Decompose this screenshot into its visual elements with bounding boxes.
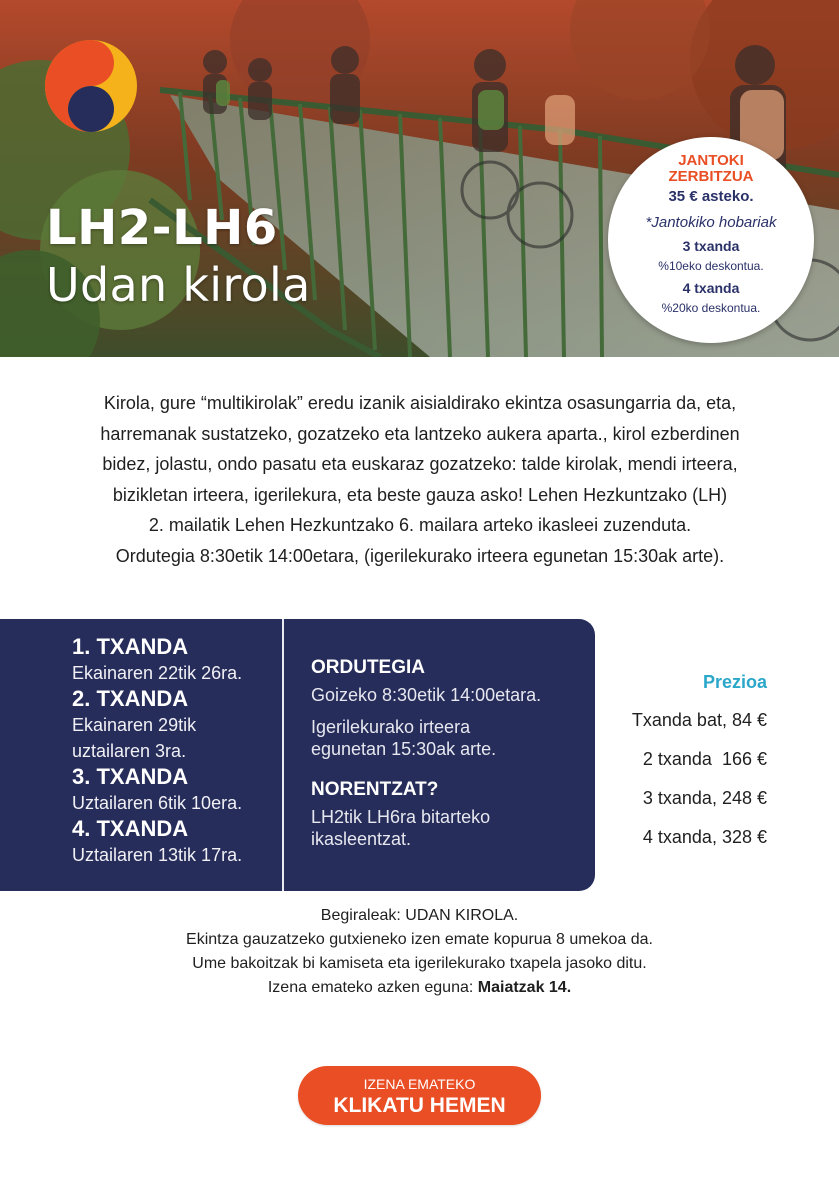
canteen-service-badge bbox=[608, 137, 814, 343]
panel-divider bbox=[282, 619, 284, 891]
intro-paragraph bbox=[60, 388, 780, 571]
brand-logo-icon bbox=[45, 40, 137, 132]
price-heading: Prezioa bbox=[702, 672, 767, 692]
turn-dates: uztailaren 3ra. bbox=[72, 741, 187, 761]
price-row: 4 txanda, 328 € bbox=[642, 827, 767, 847]
badge-heading-line2: ZERBITZUA bbox=[668, 168, 754, 185]
schedule-line: egunetan 15:30ak arte. bbox=[311, 739, 497, 759]
price-row: Txanda bat, 84 € bbox=[631, 710, 767, 730]
register-button-label: KLIKATU HEMEN bbox=[333, 1094, 506, 1117]
turn-title: 1. TXANDA bbox=[72, 634, 189, 659]
badge-option1-desc: %10eko deskontua. bbox=[658, 259, 764, 273]
price-row: 2 txanda 166 € bbox=[642, 749, 767, 769]
intro-line: bidez, jolastu, ondo pasatu eta euskaraz gozatzeko: talde kirolak, mendi irteera, bbox=[102, 454, 738, 474]
turn-dates: Uztailaren 13tik 17ra. bbox=[72, 845, 243, 865]
turn-title: 2. TXANDA bbox=[72, 686, 189, 711]
deadline-line bbox=[120, 976, 719, 1000]
turn-title: 3. TXANDA bbox=[72, 764, 189, 789]
page-subtitle: Udan kirola bbox=[46, 258, 311, 312]
schedule-info bbox=[311, 656, 581, 850]
badge-option2-desc: %20ko deskontua. bbox=[661, 301, 761, 315]
page-title: LH2-LH6 bbox=[46, 200, 278, 256]
notes bbox=[120, 904, 719, 1000]
register-button-caption: IZENA EMATEKO bbox=[363, 1076, 476, 1092]
badge-heading-line1: JANTOKI bbox=[678, 152, 744, 169]
note-line: Ekintza gauzatzeko gutxieneko izen emate kopurua 8 umekoa da. bbox=[186, 931, 653, 948]
audience-line: ikasleentzat. bbox=[311, 829, 412, 849]
deadline-date: Maiatzak 14. bbox=[477, 979, 572, 996]
turn-dates: Ekainaren 22tik 26ra. bbox=[72, 663, 243, 683]
note-line: Begiraleak: UDAN KIROLA. bbox=[320, 907, 519, 924]
badge-price: 35 € asteko. bbox=[668, 188, 754, 205]
note-line: Ume bakoitzak bi kamiseta eta igerilekurako txapela jasoko ditu. bbox=[192, 955, 647, 972]
intro-line: Kirola, gure “multikirolak” eredu izanik aisialdirako ekintza osasungarria da, eta, bbox=[103, 393, 737, 413]
price-list bbox=[600, 670, 767, 864]
turn-title: 4. TXANDA bbox=[72, 816, 189, 841]
hero-banner bbox=[0, 0, 839, 357]
schedule-line: Igerilekurako irteera bbox=[311, 717, 471, 737]
badge-option1-title: 3 txanda bbox=[682, 238, 740, 254]
schedule-line: Goizeko 8:30etik 14:00etara. bbox=[311, 685, 542, 705]
turn-dates: Uztailaren 6tik 10era. bbox=[72, 793, 243, 813]
intro-line: Ordutegia 8:30etik 14:00etara, (igerilekurako irteera egunetan 15:30ak arte). bbox=[115, 545, 725, 566]
intro-line: 2. mailatik Lehen Hezkuntzako 6. mailara arteko ikasleei zuzenduta. bbox=[148, 515, 692, 535]
badge-note: *Jantokiko hobariak bbox=[645, 214, 777, 231]
intro-line: harremanak sustatzeko, gozatzeko eta lantzeko aukera aparta., kirol ezberdinen bbox=[100, 423, 740, 444]
register-button[interactable] bbox=[298, 1066, 541, 1125]
audience-line: LH2tik LH6ra bitarteko bbox=[311, 807, 491, 827]
deadline-label: Izena emateko azken eguna: bbox=[267, 979, 478, 996]
schedule-panel bbox=[0, 619, 595, 891]
price-row: 3 txanda, 248 € bbox=[642, 788, 767, 808]
schedule-heading: ORDUTEGIA bbox=[311, 657, 425, 678]
intro-line: bizikletan irteera, igerilekura, eta beste gauza asko! Lehen Hezkuntzako (LH) bbox=[112, 484, 728, 505]
turn-dates: Ekainaren 29tik bbox=[72, 715, 197, 735]
badge-option2-title: 4 txanda bbox=[682, 280, 740, 296]
audience-heading: NORENTZAT? bbox=[311, 779, 439, 800]
turns-list bbox=[72, 634, 277, 868]
